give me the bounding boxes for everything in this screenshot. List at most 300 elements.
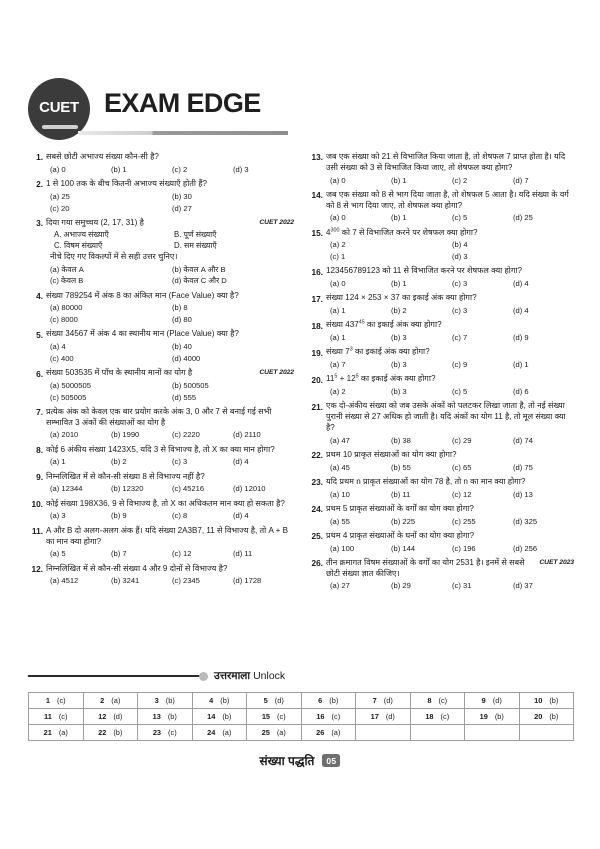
- answer-key-number: 4: [209, 696, 214, 705]
- option-item[interactable]: (c) 20: [50, 203, 70, 213]
- questions-area: [28, 152, 574, 596]
- option-item[interactable]: (d) 3: [452, 252, 468, 262]
- question-item: [28, 499, 294, 525]
- answer-key-value: (d): [385, 712, 395, 721]
- option-item[interactable]: (b) 40: [172, 342, 192, 352]
- option-list: [46, 510, 294, 522]
- option-item[interactable]: (d) 74: [513, 435, 533, 445]
- option-item[interactable]: (a) 4512: [50, 576, 79, 586]
- option-item[interactable]: (c) 2220: [172, 430, 200, 440]
- answer-key-dot-icon: [199, 672, 208, 681]
- question-number: 16.: [311, 266, 323, 277]
- answer-key-value: (a): [331, 728, 341, 737]
- statement-item: B. पूर्ण संख्याएँ: [174, 230, 217, 240]
- option-list: [326, 175, 574, 187]
- option-list: [326, 489, 574, 501]
- option-list: [46, 548, 294, 560]
- question-item: [308, 228, 574, 265]
- question-text: [46, 179, 294, 190]
- question-number: 7.: [36, 407, 43, 418]
- question-text: [326, 190, 574, 212]
- answer-key-number: 5: [263, 696, 268, 705]
- question-item: [308, 401, 574, 448]
- question-item: [308, 531, 574, 557]
- question-text: [326, 558, 574, 580]
- question-item: [308, 374, 574, 400]
- answer-key-cell: [465, 709, 520, 725]
- question-number: 13.: [311, 152, 323, 163]
- option-item[interactable]: (d) 6: [513, 387, 529, 397]
- question-body: [326, 374, 574, 400]
- question-text: [326, 320, 574, 331]
- answer-key-row: [29, 693, 574, 709]
- question-text: [46, 499, 294, 510]
- answer-key-number: 21: [43, 728, 52, 737]
- answer-key-cell: [138, 709, 193, 725]
- option-list: [46, 429, 294, 441]
- option-item[interactable]: (b) 2: [111, 457, 127, 467]
- page-number-badge: 05: [322, 754, 340, 767]
- question-item: [28, 526, 294, 562]
- question-number: 21.: [311, 401, 323, 412]
- question-text: [326, 450, 574, 461]
- question-stem: तीन क्रमागत विषम संख्याओं के वर्गों का योग 2531 है। इनमें से सबसे छोटी संख्या ज्ञात कीजिए।: [326, 557, 525, 578]
- question-text: [326, 504, 574, 515]
- question-item: [28, 218, 294, 289]
- answer-key-number: 12: [98, 712, 107, 721]
- question-item: [308, 190, 574, 226]
- statement-list: [46, 229, 294, 252]
- option-list: [326, 516, 574, 528]
- question-number: 19.: [311, 347, 323, 358]
- option-item[interactable]: (d) 9: [513, 333, 529, 343]
- option-item[interactable]: (c) 5: [452, 387, 468, 397]
- option-list: [326, 435, 574, 447]
- option-item[interactable]: (c) 2: [172, 164, 188, 174]
- answer-key-value: (b): [494, 712, 504, 721]
- answer-key-cell: [29, 725, 84, 741]
- option-item[interactable]: (a) 1: [330, 333, 346, 343]
- question-body: [46, 291, 294, 328]
- answer-key-label: [214, 669, 285, 683]
- question-number: 11.: [31, 526, 43, 537]
- option-item[interactable]: (d) 4000: [172, 353, 201, 363]
- option-item[interactable]: (b) 1: [111, 164, 127, 174]
- answer-key-cell: [356, 709, 411, 725]
- option-item[interactable]: (d) 3: [233, 164, 249, 174]
- answer-key-cell: [29, 693, 84, 709]
- question-body: [326, 228, 574, 265]
- option-item[interactable]: (a) 25: [50, 191, 70, 201]
- option-item[interactable]: (d) 1: [513, 360, 529, 370]
- option-item[interactable]: (a) 0: [330, 279, 346, 289]
- question-stem: कोई 6 अंकीय संख्या 1423X5, यदि 3 से विभाज्य है, तो X का क्या मान होगा?: [46, 444, 275, 454]
- option-item[interactable]: (a) 2: [330, 387, 346, 397]
- question-text: [326, 401, 574, 433]
- option-item[interactable]: (c) 196: [452, 543, 476, 553]
- question-number: 12.: [31, 563, 43, 574]
- answer-key-cell: [192, 693, 247, 709]
- answer-key-value: (c): [277, 712, 286, 721]
- option-list: [46, 302, 294, 326]
- option-item[interactable]: (d) 2110: [233, 430, 261, 440]
- option-item[interactable]: (a) 5: [50, 549, 66, 559]
- question-item: [28, 368, 294, 405]
- option-item[interactable]: (a) 4: [50, 342, 66, 352]
- option-item[interactable]: (d) 555: [172, 392, 197, 402]
- question-stem: कोई संख्या 198X36, 9 से विभाज्य है, तो X का अधिकतम मान क्या हो सकता है?: [46, 498, 285, 508]
- question-lead-in: नीचे दिए गए विकल्पों में से सही उत्तर चुनिए।: [50, 251, 178, 261]
- answer-key-cell: [138, 725, 193, 741]
- question-text: [326, 477, 574, 488]
- option-item[interactable]: (d) 7: [513, 175, 529, 185]
- answer-key-cell: [519, 693, 574, 709]
- question-body: [46, 564, 294, 590]
- answer-key-cell: [138, 693, 193, 709]
- question-text: [326, 152, 574, 174]
- answer-key-value: (b): [549, 696, 559, 705]
- option-item[interactable]: (c) 31: [452, 581, 472, 591]
- option-list: [326, 386, 574, 398]
- option-item[interactable]: (a) 0: [50, 164, 66, 174]
- question-body: [326, 320, 574, 346]
- option-list: [326, 543, 574, 555]
- option-list: [46, 264, 294, 288]
- answer-key-value: (b): [165, 696, 175, 705]
- answer-key-cell: [192, 725, 247, 741]
- question-body: [326, 477, 574, 503]
- option-item[interactable]: (c) 3: [452, 306, 468, 316]
- option-list: [46, 483, 294, 495]
- option-item[interactable]: (b) 1: [391, 279, 407, 289]
- answer-key-value: (b): [167, 712, 177, 721]
- question-stem: संख्या $437^{45}$ का इकाई अंक क्या होगा?: [326, 319, 442, 330]
- option-item[interactable]: (a) 47: [330, 435, 350, 445]
- option-item[interactable]: (d) 75: [513, 462, 533, 472]
- answer-key-cell: [410, 693, 465, 709]
- option-item[interactable]: (b) 225: [391, 516, 416, 526]
- option-list: [46, 191, 294, 215]
- answer-key-value: (d): [492, 696, 502, 705]
- option-item[interactable]: (d) 4: [233, 457, 249, 467]
- question-stem: यदि प्रथम n प्राकृत संख्याओं का योग 78 है, तो n का मान क्या होगा?: [326, 476, 526, 486]
- answer-key-cell: [410, 709, 465, 725]
- answer-key-cell: [356, 693, 411, 709]
- option-item[interactable]: (b) 38: [391, 435, 411, 445]
- option-item[interactable]: (c) 12: [172, 549, 192, 559]
- header-divider-rule: [78, 131, 288, 135]
- option-item[interactable]: (d) 4: [233, 511, 249, 521]
- question-body: [46, 329, 294, 366]
- option-item[interactable]: (d) केवल C और D: [172, 276, 227, 286]
- answer-key-number: 24: [207, 728, 216, 737]
- logo-underline-accent: [42, 125, 78, 129]
- question-body: [326, 531, 574, 557]
- answer-key-number: 14: [207, 712, 216, 721]
- answer-key-number: 17: [370, 712, 379, 721]
- question-body: [326, 558, 574, 594]
- option-item[interactable]: (d) 256: [513, 543, 538, 553]
- option-list: [326, 239, 574, 263]
- option-item[interactable]: (a) केवल A: [50, 264, 84, 274]
- answer-key-cell: [465, 693, 520, 709]
- option-item[interactable]: (d) 25: [513, 213, 533, 223]
- option-item[interactable]: (c) 2: [452, 175, 468, 185]
- option-item[interactable]: (a) 7: [330, 360, 346, 370]
- question-stem: प्रत्येक अंक को केवल एक बार प्रयोग करके अंक 3, 0 और 7 से बनाई गई सभी सम्भावित 3 अंकों की संख्याओं का योग है: [46, 406, 272, 427]
- option-item[interactable]: (a) 5000505: [50, 380, 91, 390]
- question-text: [326, 293, 574, 304]
- question-item: [28, 329, 294, 366]
- answer-key-number: 20: [534, 712, 543, 721]
- question-stem: जब एक संख्या को 8 से भाग दिया जाता है, तो शेषफल 5 आता है। यदि संख्या के वर्ग को 8 से भाग दिया जाए, तो शेषफल क्या होगा?: [326, 189, 569, 210]
- option-item[interactable]: (d) 325: [513, 516, 538, 526]
- option-item[interactable]: (a) 3: [50, 511, 66, 521]
- answer-key-cell: [301, 693, 356, 709]
- question-stem: A और B दो अलग-अलग अंक हैं। यदि संख्या 2A3B7, 11 से विभाज्य है, तो A + B का मान क्या होगा?: [46, 525, 289, 546]
- question-stem: प्रथम 10 प्राकृत संख्याओं का योग क्या होगा?: [326, 449, 457, 459]
- option-item[interactable]: (c) केवल B: [50, 276, 84, 286]
- statement-item: C. विषम संख्याएँ: [54, 241, 103, 251]
- answer-key-value: (b): [329, 696, 339, 705]
- answer-key-number: 18: [425, 712, 434, 721]
- option-item[interactable]: (c) 400: [50, 353, 74, 363]
- option-item[interactable]: (b) 9: [111, 511, 127, 521]
- cuet-logo-text: CUET: [39, 98, 79, 116]
- question-body: [46, 445, 294, 471]
- question-body: [46, 407, 294, 443]
- option-item[interactable]: (c) 65: [452, 462, 472, 472]
- option-item[interactable]: (a) 12344: [50, 484, 83, 494]
- question-text: [46, 445, 294, 456]
- question-stem: एक दो-अंकीय संख्या को जब उसके अंकों को पलटकर लिखा जाता है, तो नई संख्या पुरानी संख्या से 27 अधिक हो जाती है। यदि अंकों का योग 11 है, तो मूल संख्या क्या है?: [326, 401, 566, 432]
- option-item[interactable]: (a) 1: [50, 457, 66, 467]
- option-item[interactable]: (c) 505005: [50, 392, 87, 402]
- question-body: [46, 526, 294, 562]
- question-item: [308, 450, 574, 476]
- option-item[interactable]: (b) 55: [391, 462, 411, 472]
- question-stem: दिया गया समुच्चय (2, 17, 31) है: [46, 217, 144, 227]
- answer-key-number: 25: [261, 728, 270, 737]
- option-item[interactable]: (b) 3: [391, 387, 407, 397]
- option-item[interactable]: (b) 2: [391, 306, 407, 316]
- option-item[interactable]: (d) 4: [513, 306, 529, 316]
- option-item[interactable]: (c) 2345: [172, 576, 200, 586]
- option-item[interactable]: (a) 0: [330, 213, 346, 223]
- option-list: [326, 359, 574, 371]
- question-stem: संख्या 34567 में अंक 4 का स्थानीय मान (Place Value) क्या है?: [46, 329, 239, 339]
- question-item: [28, 179, 294, 216]
- option-list: [46, 164, 294, 176]
- answer-key-label-en: Unlock: [253, 670, 286, 682]
- question-stem: सबसे छोटी अभाज्य संख्या कौन-सी है?: [46, 152, 159, 161]
- question-body: [326, 152, 574, 188]
- question-item: [308, 293, 574, 319]
- question-number: 8.: [36, 445, 43, 456]
- question-number: 3.: [36, 218, 43, 229]
- question-text: [46, 472, 294, 483]
- question-item: [28, 472, 294, 498]
- option-item[interactable]: (c) 29: [452, 435, 472, 445]
- option-list: [326, 580, 574, 592]
- question-text: [46, 218, 294, 229]
- option-item[interactable]: (c) 45216: [172, 484, 205, 494]
- answer-key-cell: [83, 693, 138, 709]
- option-item[interactable]: (c) 8000: [50, 315, 78, 325]
- question-number: 20.: [311, 374, 323, 385]
- exam-source-tag: CUET 2022: [259, 369, 294, 377]
- option-item[interactable]: (d) 27: [172, 203, 192, 213]
- option-item[interactable]: (c) 255: [452, 516, 476, 526]
- answer-key-heading: [28, 669, 574, 683]
- right-question-column: [308, 152, 574, 596]
- answer-key-value: (a): [58, 728, 68, 737]
- left-question-column: [28, 152, 294, 596]
- option-list: [326, 212, 574, 224]
- option-item[interactable]: (a) 2010: [50, 430, 79, 440]
- option-list: [326, 332, 574, 344]
- question-body: [326, 190, 574, 226]
- page-footer: [0, 752, 600, 769]
- option-item[interactable]: (c) 3: [452, 279, 468, 289]
- question-text: [326, 228, 574, 239]
- option-item[interactable]: (b) 30: [172, 191, 192, 201]
- answer-key-cell: [29, 709, 84, 725]
- question-item: [308, 320, 574, 346]
- answer-key-value: (b): [549, 712, 559, 721]
- question-number: 1.: [36, 152, 43, 163]
- option-item[interactable]: (d) 4: [513, 279, 529, 289]
- question-number: 9.: [36, 472, 43, 483]
- option-item[interactable]: (c) 1: [330, 252, 346, 262]
- question-stem: 123456789123 को 11 से विभाजित करने पर शेषफल क्या होगा?: [326, 266, 523, 276]
- option-item[interactable]: (b) 144: [391, 543, 416, 553]
- option-item[interactable]: (c) 8: [172, 511, 188, 521]
- answer-key-cell: [519, 709, 574, 725]
- option-item[interactable]: (b) 1990: [111, 430, 140, 440]
- question-body: [46, 152, 294, 178]
- answer-key-value: (d): [113, 712, 123, 721]
- question-stem: जब एक संख्या को 21 से विभाजित किया जाता है, तो शेषफल 7 प्राप्त होता है। यदि उसी संख्या को 3 से विभाजित किया जाए, तो शेषफल क्या होगा?: [326, 152, 566, 172]
- question-stem: प्रथम 5 प्राकृत संख्याओं के वर्गों का योग क्या होगा?: [326, 503, 474, 513]
- question-text: [46, 407, 294, 429]
- question-number: 22.: [311, 450, 323, 461]
- question-body: [326, 401, 574, 448]
- answer-key-value: (c): [438, 696, 448, 705]
- answer-key-value: (c): [57, 696, 66, 705]
- question-text: [46, 564, 294, 575]
- answer-key-cell: [247, 725, 302, 741]
- option-item[interactable]: (d) 37: [513, 581, 533, 591]
- option-item[interactable]: (b) 1: [391, 213, 407, 223]
- question-text: [46, 152, 294, 163]
- option-item[interactable]: (a) 80000: [50, 303, 83, 313]
- answer-key-cell: [247, 693, 302, 709]
- option-item[interactable]: (a) 100: [330, 543, 355, 553]
- option-item[interactable]: (c) 5: [452, 213, 468, 223]
- option-item[interactable]: (b) 3241: [111, 576, 140, 586]
- question-body: [326, 347, 574, 373]
- answer-key-number: 13: [152, 712, 161, 721]
- question-body: [46, 499, 294, 525]
- option-item[interactable]: (a) 0: [330, 175, 346, 185]
- option-item[interactable]: (d) 11: [233, 549, 253, 559]
- option-item[interactable]: (a) 55: [330, 516, 350, 526]
- option-item[interactable]: (d) 12010: [233, 484, 266, 494]
- option-item[interactable]: (b) 500505: [172, 380, 209, 390]
- option-item[interactable]: (b) 11: [391, 489, 411, 499]
- option-item[interactable]: (b) 3: [391, 360, 407, 370]
- option-list: [46, 380, 294, 404]
- question-item: [308, 504, 574, 530]
- question-text: [46, 291, 294, 302]
- answer-key-label-hi: उत्तरमाला: [214, 670, 251, 682]
- answer-key-rule: [28, 675, 200, 677]
- question-number: 23.: [311, 477, 323, 488]
- option-item[interactable]: (a) 1: [330, 306, 346, 316]
- option-list: [326, 278, 574, 290]
- question-item: [308, 347, 574, 373]
- question-stem: $11^5 + 12^5$ का इकाई अंक क्या होगा?: [326, 373, 436, 384]
- answer-key-value: (d): [383, 696, 393, 705]
- question-item: [308, 477, 574, 503]
- option-item[interactable]: (b) 1: [391, 175, 407, 185]
- question-number: 4.: [36, 290, 43, 301]
- option-item[interactable]: (c) 3: [172, 457, 188, 467]
- question-stem: संख्या 789254 में अंक 8 का अंकित मान (Face Value) क्या है?: [46, 290, 239, 300]
- question-number: 17.: [311, 293, 323, 304]
- question-text: [46, 368, 294, 379]
- option-item[interactable]: (b) 12320: [111, 484, 144, 494]
- chapter-title: संख्या पद्धति: [259, 754, 315, 768]
- question-body: [326, 266, 574, 292]
- option-item[interactable]: (b) 8: [172, 303, 188, 313]
- question-item: [308, 558, 574, 594]
- exam-source-tag: CUET 2022: [259, 218, 294, 226]
- option-item[interactable]: (a) 10: [330, 489, 350, 499]
- answer-key-number: 26: [316, 728, 325, 737]
- option-item[interactable]: (b) 29: [391, 581, 411, 591]
- option-item[interactable]: (c) 12: [452, 489, 472, 499]
- option-item[interactable]: (a) 2: [330, 240, 346, 250]
- option-item[interactable]: (c) 7: [452, 333, 468, 343]
- answer-key-number: 9: [481, 696, 486, 705]
- answer-key-cell: [247, 709, 302, 725]
- question-body: [326, 504, 574, 530]
- question-number: 2.: [36, 179, 43, 190]
- option-item[interactable]: (b) केवल A और B: [172, 264, 226, 274]
- option-item[interactable]: (a) 45: [330, 462, 350, 472]
- answer-key-number: 8: [427, 696, 432, 705]
- option-item[interactable]: (c) 9: [452, 360, 468, 370]
- question-body: [46, 472, 294, 498]
- question-body: [46, 368, 294, 405]
- answer-key-number: 23: [152, 728, 162, 737]
- question-number: 14.: [311, 190, 323, 201]
- answer-key-number: 6: [318, 696, 323, 705]
- option-item[interactable]: (d) 1728: [233, 576, 262, 586]
- option-item[interactable]: (d) 80: [172, 315, 192, 325]
- option-item[interactable]: (b) 7: [111, 549, 127, 559]
- option-item[interactable]: (d) 13: [513, 489, 533, 499]
- option-item[interactable]: (a) 27: [330, 581, 350, 591]
- answer-key-value: (b): [220, 696, 230, 705]
- question-item: [28, 564, 294, 590]
- option-item[interactable]: (b) 3: [391, 333, 407, 343]
- option-item[interactable]: (b) 4: [452, 240, 468, 250]
- answer-key-value: (d): [274, 696, 284, 705]
- answer-key-value: (a): [111, 696, 121, 705]
